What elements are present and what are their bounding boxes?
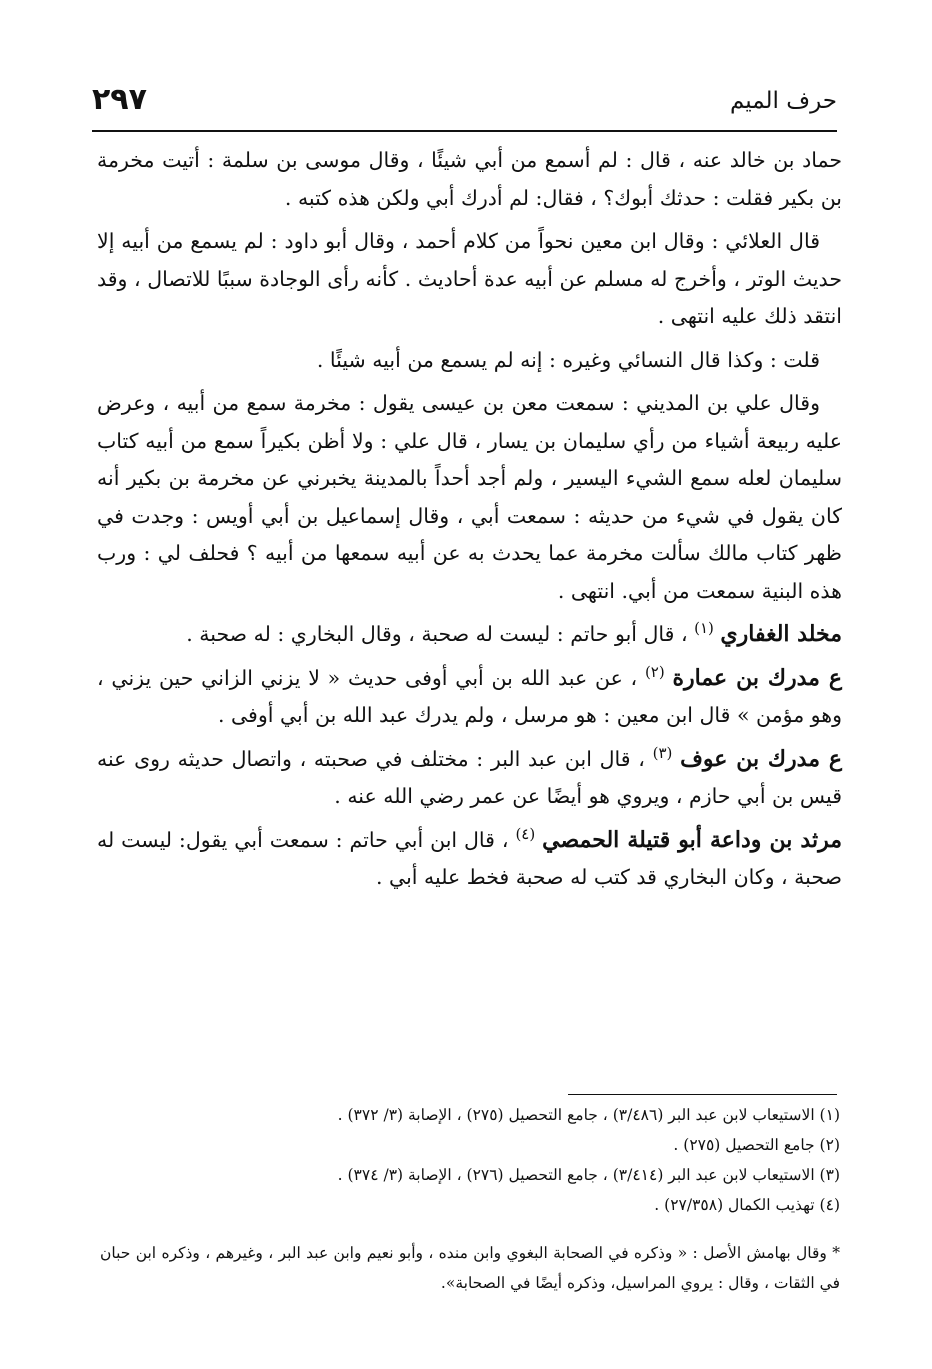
entry-siglum: ع [819,664,842,691]
footnote-ref: (٣) [652,743,673,762]
paragraph-nasai: قلت : وكذا قال النسائي وغيره : إنه لم يسمع من أبيه شيئًا . [316,347,820,372]
entry-text: ، قال ابن عبد البر : مختلف في صحبته ، واتصال حديثه روى عنه قيس بن أبي حازم ، ويروي هو أيضًا عن عمر رضي الله عنه . [97,746,842,808]
footnote-rule [568,1094,837,1095]
footnote-ref: (١) [694,619,714,638]
entry-marthad [97,822,842,897]
entry-mukhallad [97,616,842,654]
marginal-note: * وقال بهامش الأصل : « وذكره في الصحابة البغوي وابن منده ، وأبو نعيم وابن عبد البر ، وغيرهم ، وذكره ابن حبان في الثقات ، وقال : يروي المراسيل، وذكره أيضًا في الصحابة». [100,1244,840,1292]
footnote-ref: (٤) [515,824,536,843]
entry-mudrik-awf [97,741,842,816]
entry-text: ، عن عبد الله بن أبي أوفى حديث « لا يزني الزاني حين يزني ، وهو مؤمن » قال ابن معين : هو مرسل ، ولم يدرك عبد الله بن أبي أوفى . [97,665,842,727]
footnote-3: (٣) الاستيعاب لابن عبد البر (٣/٤١٤) ، جامع التحصيل (٢٧٦) ، الإصابة (٣/ ٣٧٤) . [337,1166,840,1184]
paragraph-continuation: حماد بن خالد عنه ، قال : لم أسمع من أبي شيئًا ، وقال موسى بن سلمة : أتيت مخرمة بن بكير فقلت : حدثك أبوك؟ ، فقال: لم أدرك أبي ولكن هذه كتبه . [97,148,842,210]
main-text [97,142,842,903]
entry-text: ، قال ابن أبي حاتم : سمعت أبي يقول: ليست له صحبة ، وكان البخاري قد كتب له صحبة فخط عليه أبي . [97,827,842,889]
header-rule [92,130,837,132]
footnote-ref: (٢) [644,662,665,681]
entry-name: مدرك بن عوف [680,745,821,772]
footnote-1: (١) الاستيعاب لابن عبد البر (٣/٤٨٦) ، جامع التحصيل (٢٧٥) ، الإصابة (٣/ ٣٧٢) . [337,1106,840,1124]
running-head: حرف الميم [729,88,837,114]
footnotes [100,1100,840,1220]
entry-name: مدرك بن عمارة [672,664,820,691]
entry-mudrik-ammara [97,660,842,735]
footnote-2: (٢) جامع التحصيل (٢٧٥) . [673,1136,840,1154]
paragraph-ibn-almadini: وقال علي بن المديني : سمعت معن بن عيسى يقول : مخرمة سمع من أبيه ، وعرض عليه ربيعة أشياء من رأي سليمان بن يسار ، قال علي : ولا أظن بكيراً سمع من أبيه كتاب سليمان لعله سمع الشيء اليسير ، ولم أجد أحداً بالمدينة يخبرني عن مخرمة بن بكير أنه كان يقول في شيء من حديثه : سمعت أبي ، وقال إسماعيل بن أبي أويس : وجدت في ظهر كتاب مالك سألت مخرمة عما يحدث به عن أبيه سمعها من أبيه ؟ فحلف لي : ورب هذه البنية سمعت من أبي. انتهى . [97,391,842,603]
entry-name: مخلد الغفاري [720,621,842,647]
entry-text: ، قال أبو حاتم : ليست له صحبة ، وقال البخاري : له صحبة . [186,622,695,646]
entry-name: مرثد بن وداعة أبو قتيلة الحمصي [542,826,842,853]
entry-siglum: ع [820,745,842,772]
page-number: ٢٩٧ [92,82,147,117]
paragraph-alalai: قال العلائي : وقال ابن معين نحواً من كلام أحمد ، وقال أبو داود : لم يسمع من أبيه إلا حديث الوتر ، وأخرج له مسلم عن أبيه عدة أحاديث . كأنه رأى الوجادة سببًا للاتصال ، وقد انتقد ذلك عليه انتهى . [97,229,842,328]
footnote-4: (٤) تهذيب الكمال (٢٧/٣٥٨) . [654,1196,840,1214]
